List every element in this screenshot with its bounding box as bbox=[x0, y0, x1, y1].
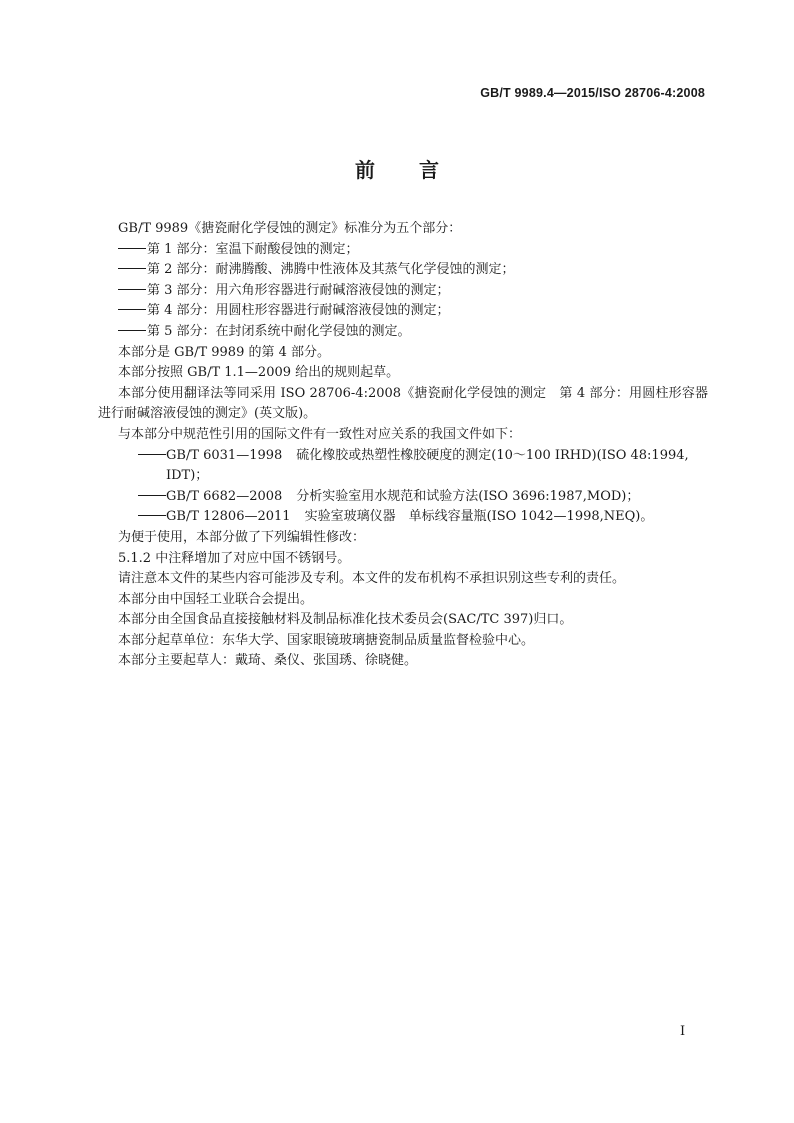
part-list-item: 第 3 部分：用六角形容器进行耐碱溶液侵蚀的测定； bbox=[98, 281, 708, 302]
em-dash bbox=[138, 495, 166, 496]
part-list-item: 第 5 部分：在封闭系统中耐化学侵蚀的测定。 bbox=[98, 322, 708, 343]
drafting-rules: 本部分按照 GB/T 1.1—2009 给出的规则起草。 bbox=[118, 365, 400, 381]
em-dash bbox=[118, 289, 146, 290]
proposer-statement: 本部分由中国轻工业联合会提出。 bbox=[118, 591, 314, 607]
reference-item: GB/T 12806—2011 实验室玻璃仪器 单标线容量瓶(ISO 1042—1998,NEQ)。 bbox=[118, 507, 708, 528]
part-list-item: 第 4 部分：用圆柱形容器进行耐碱溶液侵蚀的测定； bbox=[98, 301, 708, 322]
drafting-units: 本部分起草单位：东华大学、国家眼镜玻璃搪瓷制品质量监督检验中心。 bbox=[118, 632, 535, 648]
patent-notice: 请注意本文件的某些内容可能涉及专利。本文件的发布机构不承担识别这些专利的责任。 bbox=[118, 571, 626, 587]
em-dash bbox=[118, 248, 146, 249]
drafters: 本部分主要起草人：戴琦、桑仪、张国琇、徐晓健。 bbox=[118, 653, 418, 669]
em-dash bbox=[118, 268, 146, 269]
part-list-item: 第 1 部分：室温下耐酸侵蚀的测定； bbox=[98, 240, 708, 261]
document-body bbox=[98, 219, 708, 672]
em-dash bbox=[138, 515, 166, 516]
reference-item: GB/T 6031—1998 硫化橡胶或热塑性橡胶硬度的测定(10～100 IRHD)(ISO 48:1994, IDT)； bbox=[118, 446, 708, 487]
reference-item: GB/T 6682—2008 分析实验室用水规范和试验方法(ISO 3696:1987,MOD)； bbox=[118, 487, 708, 508]
adoption-statement: 本部分使用翻译法等同采用 ISO 28706-4:2008《搪瓷耐化学侵蚀的测定 第 4 部分：用圆柱形容器进行耐碱溶液侵蚀的测定》(英文版)。 bbox=[98, 385, 708, 422]
committee-statement: 本部分由全国食品直接接触材料及制品标准化技术委员会(SAC/TC 397)归口。 bbox=[118, 612, 573, 628]
intro-paragraph: GB/T 9989《搪瓷耐化学侵蚀的测定》标准分为五个部分： bbox=[118, 221, 462, 236]
page-title: 前言 bbox=[355, 158, 483, 182]
editorial-change-item: 5.1.2 中注释增加了对应中国不锈钢号。 bbox=[118, 550, 351, 566]
em-dash bbox=[138, 454, 166, 455]
em-dash bbox=[118, 330, 146, 331]
part-list-item: 第 2 部分：耐沸腾酸、沸腾中性液体及其蒸气化学侵蚀的测定； bbox=[98, 260, 708, 281]
page-number: I bbox=[680, 1024, 686, 1039]
part-statement: 本部分是 GB/T 9989 的第 4 部分。 bbox=[118, 344, 331, 360]
em-dash bbox=[118, 309, 146, 310]
editorial-changes-intro: 为便于使用，本部分做了下列编辑性修改： bbox=[118, 529, 366, 545]
references-intro: 与本部分中规范性引用的国际文件有一致性对应关系的我国文件如下： bbox=[118, 426, 522, 442]
standard-code: GB/T 9989.4—2015/ISO 28706-4:2008 bbox=[480, 86, 705, 100]
